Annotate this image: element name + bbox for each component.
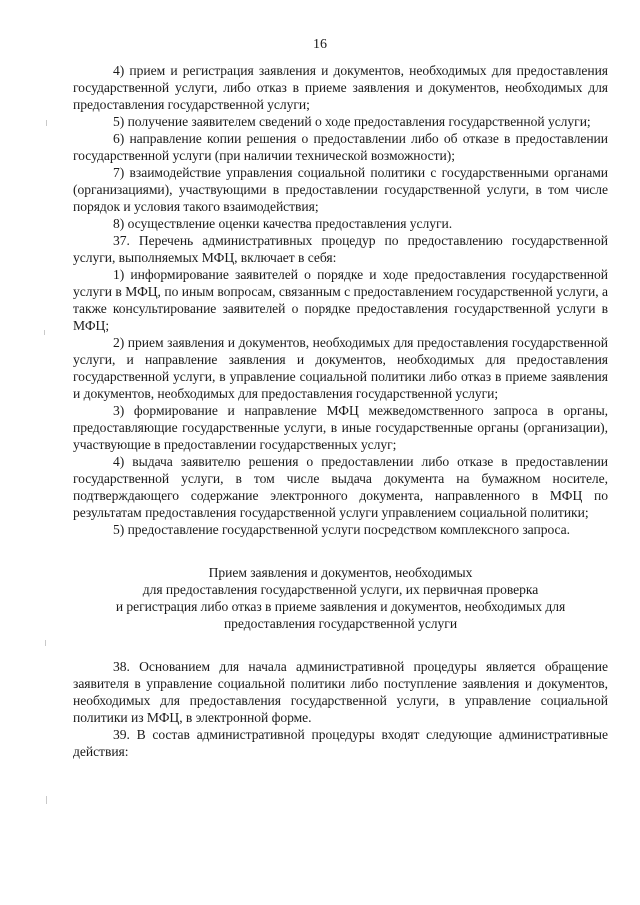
- document-body: [73, 62, 608, 760]
- paragraph-37-mfc-procedures: 37. Перечень административных процедур по предоставлению государственной услуги, выполняемых МФЦ, включает в себя:: [73, 233, 608, 265]
- paragraph-item-5-status-info: 5) получение заявителем сведений о ходе предоставления государственной услуги;: [113, 114, 591, 129]
- page-number: 16: [313, 37, 327, 52]
- paragraph-mfc-item-4-issuance: 4) выдача заявителю решения о предоставлении либо отказе в предоставлении государственной услуги, в том числе выдача документа на бумажном носителе, подтверждающего содержание электронного документа, направленного в МФЦ по результатам предоставления государственной услуги управлением социальной политики;: [73, 454, 608, 520]
- paragraph-39-composition: 39. В состав административной процедуры входят следующие административные действия:: [73, 727, 608, 759]
- paragraph-mfc-item-5-complex-request: 5) предоставление государственной услуги посредством комплексного запроса.: [113, 522, 571, 537]
- paragraph-item-4-reception: 4) прием и регистрация заявления и документов, необходимых для предоставления государственной услуги, либо отказ в приеме заявления и документов, необходимых для предоставления государственной услуги;: [73, 63, 608, 112]
- paragraph-item-8-quality: 8) осуществление оценки качества предоставления услуги.: [113, 216, 453, 231]
- paragraph-mfc-item-1-informing: 1) информирование заявителей о порядке и ходе предоставления государственной услуги в МФЦ, по иным вопросам, связанным с предоставлением государственной услуги, а также консультирование заявителей о порядке предоставления государственной услуги в МФЦ;: [73, 267, 608, 333]
- paragraph-38-grounds: 38. Основанием для начала административной процедуры является обращение заявителя в управление социальной политики либо поступление заявления и документов, необходимых для предоставления государственной услуги, в управление социальной политики из МФЦ, в электронной форме.: [73, 659, 608, 725]
- scan-artifact: [46, 796, 47, 804]
- scan-artifact: [44, 330, 45, 335]
- section-heading-line: Прием заявления и документов, необходимых: [208, 565, 473, 580]
- paragraph-item-7-interaction: 7) взаимодействие управления социальной политики с государственными органами (организациями), участвующими в предоставлении государственной услуги, в том числе порядок и условия такого взаимодействия;: [73, 165, 608, 214]
- paragraph-mfc-item-2-reception: 2) прием заявления и документов, необходимых для предоставления государственной услуги, и направление заявления и документов, необходимых для предоставления государственной услуги, в управление социальной политики либо отказ в приеме заявления и документов, необходимых для предоставления государственной услуги;: [73, 335, 608, 401]
- paragraph-item-6-decision-copy: 6) направление копии решения о предоставлении либо об отказе в предоставлении государственной услуги (при наличии технической возможности);: [73, 131, 608, 163]
- section-heading: [73, 564, 608, 632]
- scan-artifact: [46, 120, 47, 126]
- paragraph-mfc-item-3-request: 3) формирование и направление МФЦ межведомственного запроса в органы, предоставляющие государственные услуги, в иные государственные органы (организации), участвующие в предоставлении государственных услуг;: [73, 403, 608, 452]
- section-heading-line: и регистрация либо отказ в приеме заявления и документов, необходимых для: [115, 599, 566, 614]
- scan-artifact: [45, 640, 46, 646]
- section-heading-line: предоставления государственной услуги: [223, 616, 458, 631]
- section-heading-line: для предоставления государственной услуги, их первичная проверка: [142, 582, 539, 597]
